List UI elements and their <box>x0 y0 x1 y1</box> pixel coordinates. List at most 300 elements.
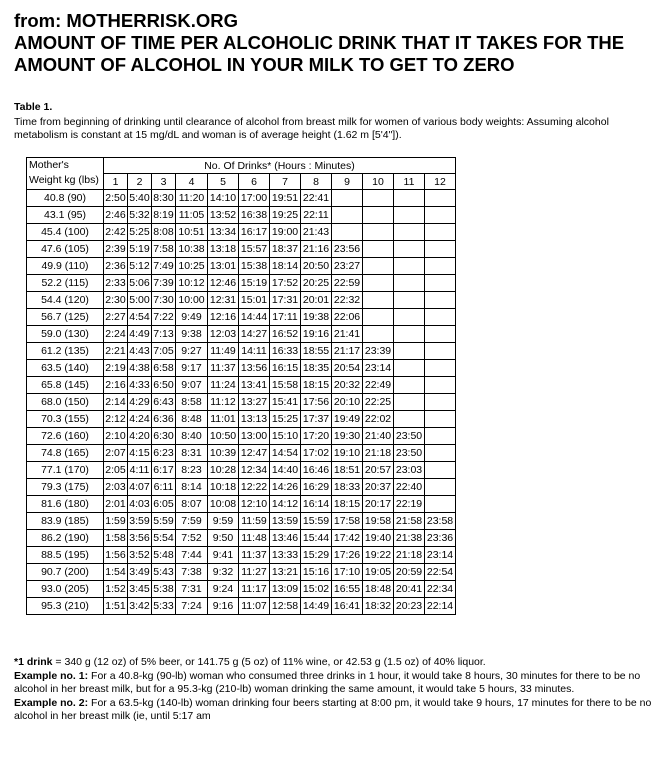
drink-number-cell: 6 <box>239 174 270 190</box>
weight-cell: 43.1 (95) <box>27 207 104 224</box>
time-cell <box>394 377 425 394</box>
time-cell: 20:54 <box>332 360 363 377</box>
time-cell: 11:24 <box>208 377 239 394</box>
example-2-label: Example no. 2: <box>14 696 89 709</box>
time-cell: 12:10 <box>239 496 270 513</box>
source-line: from: MOTHERRISK.ORG <box>14 10 239 31</box>
time-cell: 22:32 <box>332 292 363 309</box>
drink-number-cell: 5 <box>208 174 239 190</box>
time-cell: 18:35 <box>301 360 332 377</box>
time-cell <box>363 275 394 292</box>
table-row <box>27 207 456 224</box>
weight-cell: 93.0 (205) <box>27 581 104 598</box>
time-cell: 18:55 <box>301 343 332 360</box>
document-header <box>14 10 624 76</box>
time-cell: 17:11 <box>270 309 301 326</box>
time-cell: 18:48 <box>363 581 394 598</box>
time-cell: 13:41 <box>239 377 270 394</box>
time-cell: 16:46 <box>301 462 332 479</box>
time-cell: 10:51 <box>176 224 208 241</box>
time-cell: 21:16 <box>301 241 332 258</box>
time-cell: 17:52 <box>270 275 301 292</box>
time-cell <box>425 292 456 309</box>
time-cell: 19:00 <box>270 224 301 241</box>
time-cell: 23:27 <box>332 258 363 275</box>
time-cell: 21:38 <box>394 530 425 547</box>
weight-cell: 61.2 (135) <box>27 343 104 360</box>
time-cell: 14:10 <box>208 190 239 207</box>
table-row <box>27 564 456 581</box>
time-cell: 8:30 <box>152 190 176 207</box>
weight-cell: 52.2 (115) <box>27 275 104 292</box>
time-cell <box>394 360 425 377</box>
time-cell: 16:14 <box>301 496 332 513</box>
time-cell <box>425 428 456 445</box>
time-cell <box>425 258 456 275</box>
time-cell: 19:58 <box>363 513 394 530</box>
time-cell <box>425 190 456 207</box>
time-cell: 17:37 <box>301 411 332 428</box>
time-cell: 7:31 <box>176 581 208 598</box>
time-cell <box>425 445 456 462</box>
time-cell <box>394 275 425 292</box>
time-cell: 10:38 <box>176 241 208 258</box>
time-cell: 10:00 <box>176 292 208 309</box>
time-cell: 19:40 <box>363 530 394 547</box>
time-cell: 11:05 <box>176 207 208 224</box>
time-cell: 10:39 <box>208 445 239 462</box>
time-cell: 15:25 <box>270 411 301 428</box>
time-cell: 11:48 <box>239 530 270 547</box>
time-cell: 12:34 <box>239 462 270 479</box>
drink-number-cell: 11 <box>394 174 425 190</box>
time-cell: 22:40 <box>394 479 425 496</box>
notes <box>14 656 659 724</box>
time-cell: 10:18 <box>208 479 239 496</box>
time-cell: 20:32 <box>332 377 363 394</box>
time-cell: 5:32 <box>128 207 152 224</box>
time-cell: 12:47 <box>239 445 270 462</box>
time-cell: 1:52 <box>104 581 128 598</box>
time-cell: 17:02 <box>301 445 332 462</box>
time-cell: 5:43 <box>152 564 176 581</box>
time-cell: 13:13 <box>239 411 270 428</box>
time-cell <box>425 394 456 411</box>
example-2 <box>14 697 659 724</box>
time-cell <box>425 479 456 496</box>
time-cell: 8:31 <box>176 445 208 462</box>
time-cell: 12:58 <box>270 598 301 615</box>
time-cell: 2:24 <box>104 326 128 343</box>
time-cell: 4:38 <box>128 360 152 377</box>
time-cell: 8:40 <box>176 428 208 445</box>
time-cell: 9:16 <box>208 598 239 615</box>
time-cell: 5:54 <box>152 530 176 547</box>
time-cell: 9:59 <box>208 513 239 530</box>
time-cell <box>394 190 425 207</box>
time-cell: 3:49 <box>128 564 152 581</box>
time-cell: 11:27 <box>239 564 270 581</box>
time-cell: 6:17 <box>152 462 176 479</box>
time-cell: 4:15 <box>128 445 152 462</box>
time-cell: 17:00 <box>239 190 270 207</box>
time-cell: 18:32 <box>363 598 394 615</box>
time-cell: 7:22 <box>152 309 176 326</box>
time-cell: 2:16 <box>104 377 128 394</box>
weight-cell: 63.5 (140) <box>27 360 104 377</box>
weight-header-line-1: Mother's <box>29 159 69 171</box>
time-cell: 22:34 <box>425 581 456 598</box>
weight-cell: 54.4 (120) <box>27 292 104 309</box>
time-cell: 2:03 <box>104 479 128 496</box>
weight-cell: 88.5 (195) <box>27 547 104 564</box>
table-caption: Table 1. <box>14 101 53 113</box>
time-cell: 20:50 <box>301 258 332 275</box>
time-cell: 2:27 <box>104 309 128 326</box>
time-cell: 22:41 <box>301 190 332 207</box>
weight-cell: 72.6 (160) <box>27 428 104 445</box>
drink-number-cell: 12 <box>425 174 456 190</box>
time-cell: 6:11 <box>152 479 176 496</box>
time-cell <box>394 309 425 326</box>
time-cell <box>394 343 425 360</box>
time-cell: 13:33 <box>270 547 301 564</box>
time-cell <box>363 207 394 224</box>
time-cell: 21:18 <box>363 445 394 462</box>
time-cell: 14:26 <box>270 479 301 496</box>
time-cell: 5:48 <box>152 547 176 564</box>
time-cell: 22:14 <box>425 598 456 615</box>
time-cell: 16:15 <box>270 360 301 377</box>
time-cell: 15:02 <box>301 581 332 598</box>
time-cell: 23:50 <box>394 445 425 462</box>
time-cell: 12:46 <box>208 275 239 292</box>
time-cell: 5:00 <box>128 292 152 309</box>
time-cell: 15:41 <box>270 394 301 411</box>
time-cell: 16:41 <box>332 598 363 615</box>
time-cell: 6:50 <box>152 377 176 394</box>
time-cell: 8:08 <box>152 224 176 241</box>
table-row <box>27 513 456 530</box>
table-row <box>27 275 456 292</box>
time-cell: 17:42 <box>332 530 363 547</box>
time-cell: 10:25 <box>176 258 208 275</box>
time-cell: 2:21 <box>104 343 128 360</box>
time-cell <box>363 224 394 241</box>
time-cell: 13:52 <box>208 207 239 224</box>
time-cell: 9:32 <box>208 564 239 581</box>
table-row <box>27 309 456 326</box>
time-cell <box>363 309 394 326</box>
time-cell: 11:37 <box>239 547 270 564</box>
weight-cell: 74.8 (165) <box>27 445 104 462</box>
weight-cell: 79.3 (175) <box>27 479 104 496</box>
time-cell: 14:12 <box>270 496 301 513</box>
time-cell: 2:50 <box>104 190 128 207</box>
drink-number-cell: 8 <box>301 174 332 190</box>
time-cell: 23:58 <box>425 513 456 530</box>
time-cell <box>363 190 394 207</box>
time-cell: 19:05 <box>363 564 394 581</box>
time-cell: 23:50 <box>394 428 425 445</box>
time-cell: 14:27 <box>239 326 270 343</box>
weight-header-line-2: Weight kg (lbs) <box>29 174 99 186</box>
time-cell: 2:19 <box>104 360 128 377</box>
time-cell: 8:48 <box>176 411 208 428</box>
time-cell: 8:23 <box>176 462 208 479</box>
time-cell <box>394 292 425 309</box>
time-cell <box>363 292 394 309</box>
time-cell: 2:01 <box>104 496 128 513</box>
time-cell: 4:29 <box>128 394 152 411</box>
time-cell: 16:33 <box>270 343 301 360</box>
title-line-2: AMOUNT OF ALCOHOL IN YOUR MILK TO GET TO ZERO <box>14 54 515 75</box>
time-cell: 8:07 <box>176 496 208 513</box>
time-cell: 22:59 <box>332 275 363 292</box>
time-cell: 1:54 <box>104 564 128 581</box>
time-cell: 8:14 <box>176 479 208 496</box>
time-cell <box>425 411 456 428</box>
table-row <box>27 428 456 445</box>
time-cell: 9:49 <box>176 309 208 326</box>
time-cell: 23:56 <box>332 241 363 258</box>
drink-number-cell: 4 <box>176 174 208 190</box>
time-cell: 17:58 <box>332 513 363 530</box>
time-cell: 11:37 <box>208 360 239 377</box>
time-cell: 12:31 <box>208 292 239 309</box>
table-row <box>27 241 456 258</box>
time-cell: 13:56 <box>239 360 270 377</box>
time-cell: 4:11 <box>128 462 152 479</box>
time-cell: 2:30 <box>104 292 128 309</box>
example-2-text: For a 63.5-kg (140-lb) woman drinking four beers starting at 8:00 pm, it would take 9 hours, 17 minutes for there to be no alcohol in her breast milk (ie, until 5:17 am <box>14 696 652 722</box>
time-cell: 11:59 <box>239 513 270 530</box>
time-cell: 6:30 <box>152 428 176 445</box>
time-cell: 7:38 <box>176 564 208 581</box>
time-cell: 7:44 <box>176 547 208 564</box>
time-cell: 20:41 <box>394 581 425 598</box>
time-cell <box>394 207 425 224</box>
time-cell: 11:49 <box>208 343 239 360</box>
weight-cell: 95.3 (210) <box>27 598 104 615</box>
time-cell <box>425 377 456 394</box>
weight-cell: 81.6 (180) <box>27 496 104 513</box>
time-cell: 4:20 <box>128 428 152 445</box>
time-cell: 9:24 <box>208 581 239 598</box>
time-cell: 13:00 <box>239 428 270 445</box>
time-cell: 7:30 <box>152 292 176 309</box>
time-cell: 18:37 <box>270 241 301 258</box>
time-cell: 6:58 <box>152 360 176 377</box>
time-cell: 15:19 <box>239 275 270 292</box>
time-cell: 14:11 <box>239 343 270 360</box>
time-cell <box>332 224 363 241</box>
time-cell: 7:13 <box>152 326 176 343</box>
time-cell: 2:07 <box>104 445 128 462</box>
time-cell: 21:17 <box>332 343 363 360</box>
time-cell: 3:59 <box>128 513 152 530</box>
time-cell: 18:15 <box>301 377 332 394</box>
time-cell: 7:24 <box>176 598 208 615</box>
example-1 <box>14 670 659 697</box>
drink-number-cell: 10 <box>363 174 394 190</box>
time-cell: 11:07 <box>239 598 270 615</box>
weight-cell: 47.6 (105) <box>27 241 104 258</box>
time-cell: 5:06 <box>128 275 152 292</box>
example-1-text: For a 40.8-kg (90-lb) woman who consumed three drinks in 1 hour, it would take 8 hours, 30 minutes for there to be no alcohol in her breast milk, but for a 95.3-kg (210-lb) woman drinking the same amount, it would take 5 hours, 33 minutes. <box>14 669 641 695</box>
time-cell: 18:51 <box>332 462 363 479</box>
time-cell: 15:57 <box>239 241 270 258</box>
time-cell: 1:51 <box>104 598 128 615</box>
time-cell <box>394 241 425 258</box>
time-cell: 11:12 <box>208 394 239 411</box>
time-cell: 13:09 <box>270 581 301 598</box>
weight-cell: 90.7 (200) <box>27 564 104 581</box>
drinks-column-header: No. Of Drinks* (Hours : Minutes) <box>104 158 456 174</box>
time-cell: 20:10 <box>332 394 363 411</box>
time-cell: 17:10 <box>332 564 363 581</box>
time-cell: 13:59 <box>270 513 301 530</box>
weight-cell: 68.0 (150) <box>27 394 104 411</box>
time-cell <box>425 360 456 377</box>
weight-cell: 77.1 (170) <box>27 462 104 479</box>
table-row <box>27 326 456 343</box>
time-cell: 9:17 <box>176 360 208 377</box>
time-cell: 23:14 <box>425 547 456 564</box>
time-cell: 15:29 <box>301 547 332 564</box>
time-cell: 15:16 <box>301 564 332 581</box>
time-cell: 19:10 <box>332 445 363 462</box>
time-cell: 14:49 <box>301 598 332 615</box>
time-cell: 11:17 <box>239 581 270 598</box>
time-cell: 10:50 <box>208 428 239 445</box>
time-cell: 23:36 <box>425 530 456 547</box>
time-cell: 2:10 <box>104 428 128 445</box>
time-cell: 19:30 <box>332 428 363 445</box>
time-cell: 16:38 <box>239 207 270 224</box>
weight-cell: 56.7 (125) <box>27 309 104 326</box>
time-cell: 15:59 <box>301 513 332 530</box>
time-cell: 15:44 <box>301 530 332 547</box>
alcohol-clearance-table <box>26 157 456 615</box>
time-cell <box>425 326 456 343</box>
time-cell: 2:14 <box>104 394 128 411</box>
time-cell: 23:14 <box>363 360 394 377</box>
table-row <box>27 258 456 275</box>
time-cell: 13:18 <box>208 241 239 258</box>
time-cell: 2:33 <box>104 275 128 292</box>
time-cell: 4:03 <box>128 496 152 513</box>
time-cell: 6:23 <box>152 445 176 462</box>
time-cell: 9:41 <box>208 547 239 564</box>
time-cell <box>332 207 363 224</box>
time-cell: 20:59 <box>394 564 425 581</box>
time-cell: 20:23 <box>394 598 425 615</box>
weight-cell: 40.8 (90) <box>27 190 104 207</box>
time-cell <box>425 496 456 513</box>
weight-cell: 49.9 (110) <box>27 258 104 275</box>
time-cell: 21:41 <box>332 326 363 343</box>
time-cell: 3:45 <box>128 581 152 598</box>
table-description: Time from beginning of drinking until clearance of alcohol from breast milk for women of various body weights: Assuming alcohol metabolism is constant at 15 mg/dL and woman is of average height (1.62 m [5'4"]). <box>14 116 609 141</box>
time-cell: 22:02 <box>363 411 394 428</box>
time-cell: 9:07 <box>176 377 208 394</box>
time-cell: 22:49 <box>363 377 394 394</box>
weight-cell: 86.2 (190) <box>27 530 104 547</box>
time-cell: 20:01 <box>301 292 332 309</box>
time-cell <box>363 326 394 343</box>
time-cell <box>425 207 456 224</box>
time-cell <box>425 309 456 326</box>
time-cell <box>394 326 425 343</box>
time-cell: 21:58 <box>394 513 425 530</box>
time-cell: 2:36 <box>104 258 128 275</box>
time-cell: 19:22 <box>363 547 394 564</box>
time-cell: 4:33 <box>128 377 152 394</box>
weight-cell: 70.3 (155) <box>27 411 104 428</box>
time-cell: 5:19 <box>128 241 152 258</box>
time-cell: 15:38 <box>239 258 270 275</box>
time-cell: 20:25 <box>301 275 332 292</box>
weight-column-header <box>27 158 104 190</box>
time-cell <box>394 224 425 241</box>
time-cell: 4:43 <box>128 343 152 360</box>
drink-definition-text: = 340 g (12 oz) of 5% beer, or 141.75 g (5 oz) of 11% wine, or 42.53 g (1.5 oz) of 40% liquor. <box>52 656 486 668</box>
time-cell: 23:39 <box>363 343 394 360</box>
time-cell: 19:25 <box>270 207 301 224</box>
time-cell: 17:56 <box>301 394 332 411</box>
time-cell: 3:56 <box>128 530 152 547</box>
weight-cell: 83.9 (185) <box>27 513 104 530</box>
table-row <box>27 479 456 496</box>
time-cell: 12:03 <box>208 326 239 343</box>
weight-cell: 65.8 (145) <box>27 377 104 394</box>
time-cell: 14:54 <box>270 445 301 462</box>
drink-number-cell: 1 <box>104 174 128 190</box>
time-cell: 21:18 <box>394 547 425 564</box>
time-cell: 19:49 <box>332 411 363 428</box>
time-cell: 22:06 <box>332 309 363 326</box>
time-cell: 7:05 <box>152 343 176 360</box>
table-row <box>27 343 456 360</box>
time-cell: 14:44 <box>239 309 270 326</box>
time-cell <box>425 275 456 292</box>
time-cell: 13:34 <box>208 224 239 241</box>
drink-number-cell: 7 <box>270 174 301 190</box>
time-cell: 22:19 <box>394 496 425 513</box>
time-cell <box>363 241 394 258</box>
weight-cell: 45.4 (100) <box>27 224 104 241</box>
table-row <box>27 394 456 411</box>
time-cell: 18:15 <box>332 496 363 513</box>
time-cell: 14:40 <box>270 462 301 479</box>
time-cell: 20:37 <box>363 479 394 496</box>
time-cell: 21:43 <box>301 224 332 241</box>
time-cell: 22:54 <box>425 564 456 581</box>
time-cell: 9:50 <box>208 530 239 547</box>
table-row <box>27 462 456 479</box>
time-cell: 21:40 <box>363 428 394 445</box>
table-row <box>27 496 456 513</box>
time-cell: 12:22 <box>239 479 270 496</box>
drink-number-cell: 3 <box>152 174 176 190</box>
table-row <box>27 581 456 598</box>
time-cell: 7:49 <box>152 258 176 275</box>
time-cell: 22:11 <box>301 207 332 224</box>
time-cell: 15:58 <box>270 377 301 394</box>
time-cell: 13:01 <box>208 258 239 275</box>
time-cell: 9:38 <box>176 326 208 343</box>
